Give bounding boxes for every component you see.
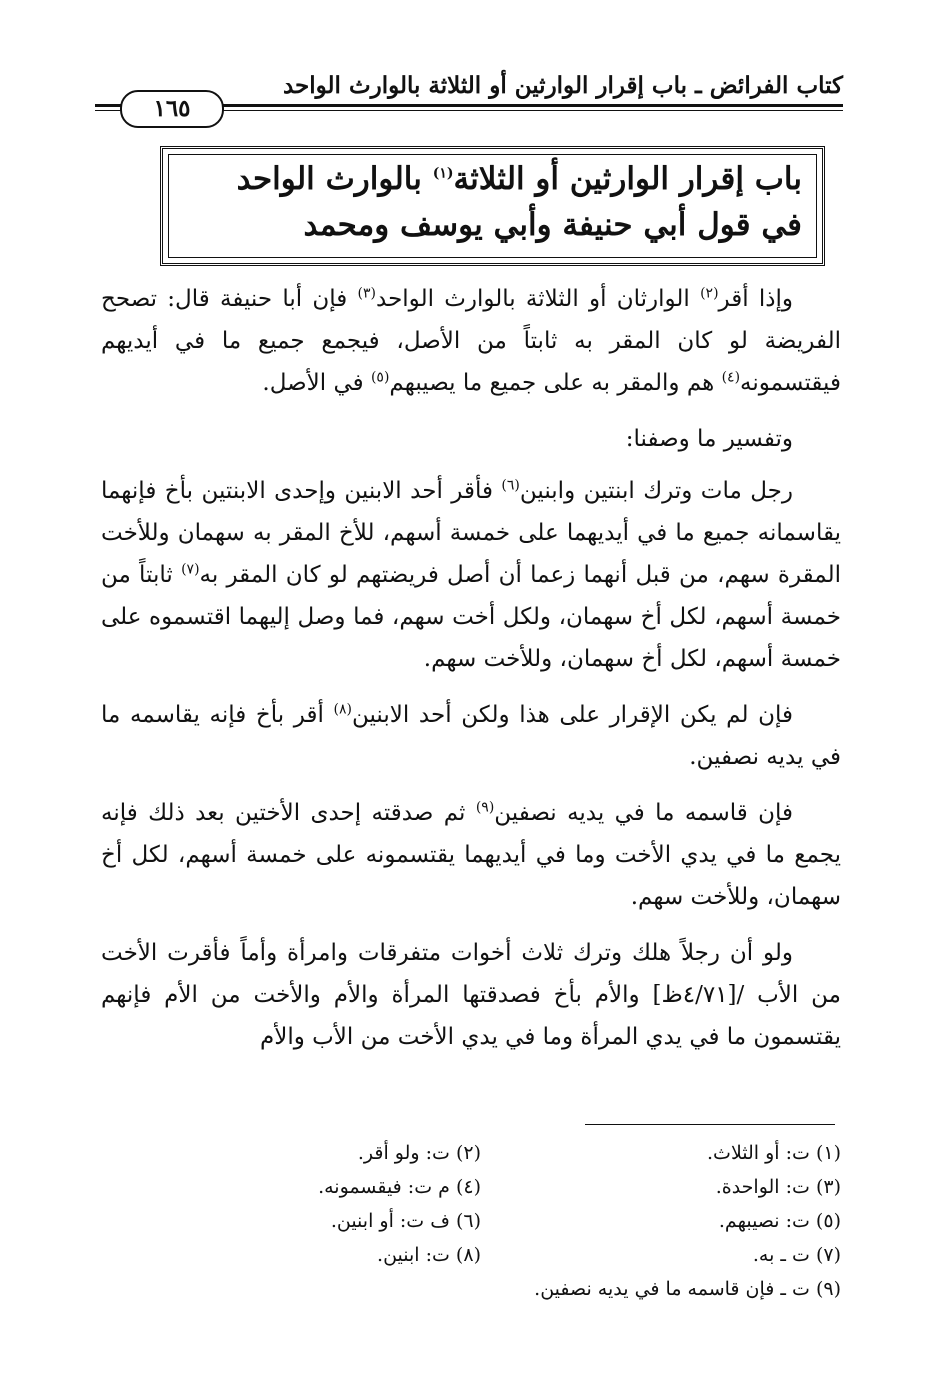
footnote-5: (٥) ت: نصيبهم. xyxy=(718,1210,841,1232)
paragraph-3 xyxy=(101,470,841,680)
footnote-2: (٢) ت: ولو أقر. xyxy=(357,1142,481,1164)
footnote-4: (٤) م ت: فيقسمونه. xyxy=(318,1176,481,1198)
text-run: هم والمقر به على جميع ما يصيبهم xyxy=(389,370,722,396)
paragraph-1 xyxy=(101,278,841,404)
running-header: كتاب الفرائض ـ باب إقرار الوارثين أو الثلاثة بالوارث الواحد xyxy=(282,72,843,99)
paragraph-5 xyxy=(101,792,841,918)
paragraph-6: ولو أن رجلاً هلك وترك ثلاث أخوات متفرقات وامرأة وأماً فأقرت الأخت من الأب /[٤/٧١ظ] والأم بأخ فصدقتها المرأة والأم والأخت من الأم فإنهم يقتسمون ما في يدي المرأة وما في يدي الأخت من الأب والأم xyxy=(101,940,841,1050)
text-run: فإن قاسمه ما في يديه نصفين xyxy=(494,800,793,826)
footnote-row xyxy=(121,1204,841,1238)
paragraph-4 xyxy=(101,694,841,778)
footnote-9: (٩) ت ـ فإن قاسمه ما في يديه نصفين. xyxy=(534,1278,841,1300)
text-run: ثم صدقته إحدى الأختين بعد ذلك فإنه يجمع ما في يدي الأخت وما في أيديهما يقتسمونه على خمسة أسهم، لكل أخ سهمان، وللأخت سهم. xyxy=(101,800,841,910)
footnote-7: (٧) ت ـ به. xyxy=(752,1244,841,1266)
text-run: ثابتاً من خمسة أسهم، لكل أخ سهمان، ولكل أخت سهم، فما وصل إليهما اقتسموه على خمسة أسهم، لكل أخ سهمان، وللأخت سهم. xyxy=(101,562,841,672)
footnote-6: (٦) ف ت: أو ابنين. xyxy=(330,1210,481,1232)
footnote-8: (٨) ت: ابنين. xyxy=(377,1244,481,1266)
title-text: بالوارث الواحد xyxy=(236,161,433,197)
footnote-ref: (٦) xyxy=(501,477,520,494)
footnote-ref: (٢) xyxy=(700,285,719,302)
footnote-ref: (٩) xyxy=(475,799,495,816)
footnote-ref: (٧) xyxy=(181,561,200,578)
footnote-row xyxy=(121,1238,841,1272)
footnote-row xyxy=(121,1136,841,1170)
page-number: ١٦٥ xyxy=(120,90,224,128)
text-run: في الأصل. xyxy=(262,370,371,396)
text-run: رجل مات وترك ابنتين وابنين xyxy=(519,478,793,504)
chapter-title-box xyxy=(160,146,825,266)
footnote-ref: (٣) xyxy=(357,285,376,302)
title-text: باب إقرار الوارثين أو الثلاثة xyxy=(453,161,802,197)
chapter-title-line-2: في قول أبي حنيفة وأبي يوسف ومحمد xyxy=(303,207,802,243)
footnote-ref: (٤) xyxy=(721,369,741,386)
text-run: وإذا أقر xyxy=(718,286,793,312)
paragraph-2: وتفسير ما وصفنا: xyxy=(625,426,793,452)
footnote-ref: (١) xyxy=(432,165,454,182)
chapter-title-line-1 xyxy=(183,161,802,197)
text-run: فإن أبا حنيفة قال: تصحح الفريضة لو كان المقر به ثابتاً من الأصل، فيجمع جميع ما في أيديهم فيقتسمونه xyxy=(101,286,841,396)
footnote-row xyxy=(121,1170,841,1204)
text-run: الوارثان أو الثلاثة بالوارث الواحد xyxy=(376,286,701,312)
footnote-3: (٣) ت: الواحدة. xyxy=(715,1176,841,1198)
text-run: فأقر أحد الابنين وإحدى الابنتين بأخ فإنهما يقاسمانه جميع ما في أيديهما على خمسة أسهم، للأخ المقر به سهمان وللأخت المقرة سهم، من قبل أنهما زعما أن أصل فريضتهم لو كان المقر به xyxy=(101,478,841,588)
footnote-separator xyxy=(585,1124,835,1125)
text-run: فإن لم يكن الإقرار على هذا ولكن أحد الابنين xyxy=(351,702,793,728)
main-text xyxy=(101,278,841,1072)
text-run: أقر بأخ فإنه يقاسمه ما في يديه نصفين. xyxy=(101,702,841,770)
footnotes xyxy=(121,1136,841,1306)
footnote-1: (١) ت: أو الثلاث. xyxy=(707,1142,841,1164)
footnote-ref: (٨) xyxy=(333,701,352,718)
footnote-ref: (٥) xyxy=(370,369,390,386)
